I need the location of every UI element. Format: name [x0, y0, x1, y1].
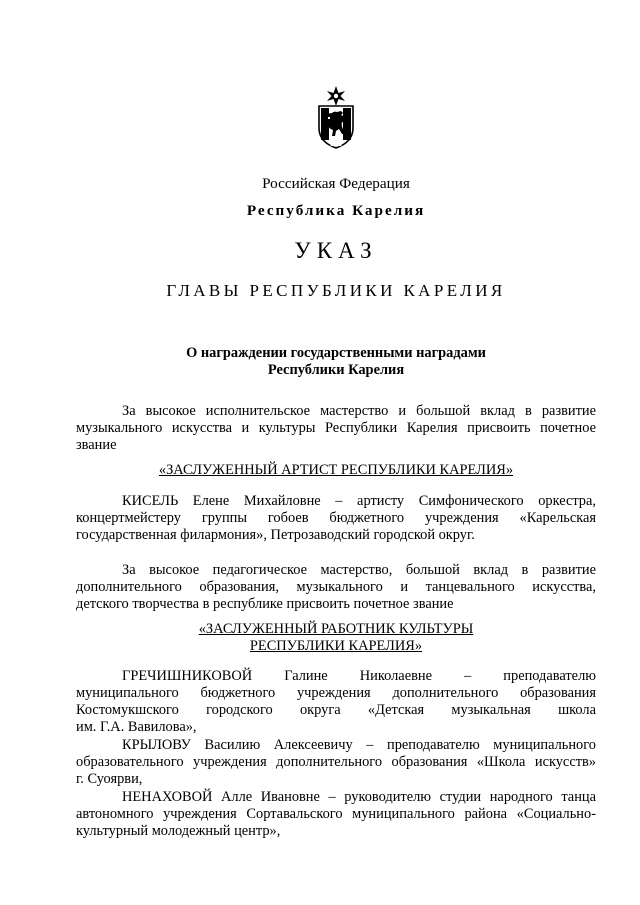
coat-of-arms-emblem: [314, 84, 358, 150]
republic-name: Республика Карелия: [246, 202, 426, 219]
honorary-title-culture-line-1: «ЗАСЛУЖЕННЫЙ РАБОТНИК КУЛЬТУРЫ: [198, 621, 474, 637]
honorary-title-culture-line-2: РЕСПУБЛИКИ КАРЕЛИЯ»: [249, 638, 423, 654]
section1-intro-line: звание: [76, 437, 117, 453]
award-text-line: Костомукшского городского округа «Детская музыкальная школа: [76, 702, 596, 718]
award-text-line: КРЫЛОВУ Василию Алексеевичу – преподавателю муниципального: [122, 737, 596, 753]
award-text-line: им. Г.А. Вавилова»,: [76, 719, 197, 735]
award-text-line: КИСЕЛЬ Елене Михайловне – артисту Симфонического оркестра,: [122, 493, 596, 509]
document-type: УКАЗ: [294, 238, 378, 263]
award-text-line: НЕНАХОВОЙ Алле Ивановне – руководителю студии народного танца: [122, 789, 596, 805]
issuer-title: ГЛАВЫ РЕСПУБЛИКИ КАРЕЛИЯ: [166, 281, 506, 300]
subject-line-2: Республики Карелия: [267, 362, 405, 378]
award-text-line: г. Суоярви,: [76, 771, 143, 787]
award-text-line: культурный молодежный центр»,: [76, 823, 281, 839]
award-text-line: ГРЕЧИШНИКОВОЙ Галине Николаевне – преподавателю: [122, 668, 596, 684]
award-text-line: автономного учреждения Сортавальского муниципального района «Социально-: [76, 806, 596, 822]
award-text-line: муниципального бюджетного учреждения дополнительного образования: [76, 685, 596, 701]
honorary-title-artist: «ЗАСЛУЖЕННЫЙ АРТИСТ РЕСПУБЛИКИ КАРЕЛИЯ»: [158, 462, 514, 478]
award-text-line: образовательного учреждения дополнительного образования «Школа искусств»: [76, 754, 596, 770]
award-text-line: государственная филармония», Петрозаводский городской округ.: [76, 527, 475, 543]
section2-intro-line: детского творчества в республике присвоить почетное звание: [76, 596, 454, 612]
section2-intro-line: дополнительного образования, музыкального и танцевального искусства,: [76, 579, 596, 595]
section2-intro-line: За высокое педагогическое мастерство, большой вклад в развитие: [122, 562, 596, 578]
section1-intro-line: музыкального искусства и культуры Республики Карелия присвоить почетное: [76, 420, 596, 436]
subject-line-1: О награждении государственными наградами: [186, 345, 486, 361]
section1-intro-line: За высокое исполнительское мастерство и большой вклад в развитие: [122, 403, 596, 419]
award-text-line: концертмейстеру группы гобоев бюджетного учреждения «Карельская: [76, 510, 596, 526]
country-name: Российская Федерация: [262, 175, 410, 192]
